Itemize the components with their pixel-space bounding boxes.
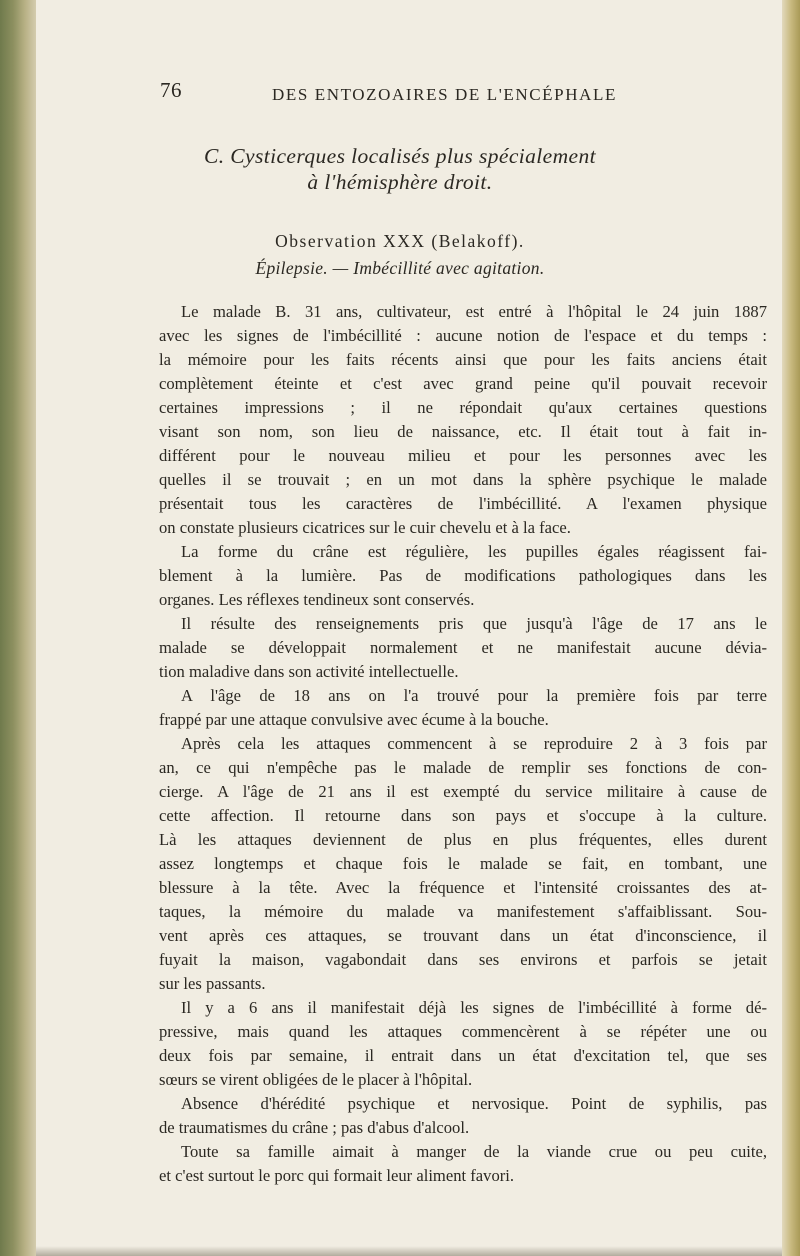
text-line: an, ce qui n'empêche pas le malade de remplir ses fonctions de con- [159, 758, 767, 777]
text-line: Toute sa famille aimait à manger de la viande crue ou peu cuite, [181, 1142, 767, 1161]
text-line: Après cela les attaques commencent à se reproduire 2 à 3 fois par [181, 734, 767, 753]
text-line: tion maladive dans son activité intellectuelle. [159, 662, 459, 681]
text-line: la mémoire pour les faits récents ainsi que pour les faits anciens était [159, 350, 767, 369]
observation-title: Observation XXX (Belakoff). [275, 231, 525, 251]
text-line: vent après ces attaques, se trouvant dans un état d'inconscience, il [159, 926, 767, 945]
text-line: cierge. A l'âge de 21 ans il est exempté du service militaire à cause de [159, 782, 767, 801]
section-title-line-2: à l'hémisphère droit. [307, 170, 493, 194]
observation-subtitle: Épilepsie. — Imbécillité avec agitation. [255, 258, 545, 278]
section-title-line-1: C. Cysticerques localisés plus spécialement [204, 144, 596, 168]
text-line: visant son nom, son lieu de naissance, etc. Il était tout à fait in- [159, 422, 767, 441]
text-line: de traumatismes du crâne ; pas d'abus d'alcool. [159, 1118, 470, 1137]
text-line: A l'âge de 18 ans on l'a trouvé pour la première fois par terre [181, 686, 767, 705]
text-line: différent pour le nouveau milieu et pour les personnes avec les [159, 446, 767, 465]
page-number: 76 [160, 78, 182, 102]
text-line: assez longtemps et chaque fois le malade se fait, en tombant, une [159, 854, 767, 873]
text-line: présentait tous les caractères de l'imbécillité. A l'examen physique [159, 494, 767, 513]
page-bottom-shadow [36, 1246, 782, 1256]
text-line: malade se développait normalement et ne manifestait aucune dévia- [159, 638, 767, 657]
text-line: on constate plusieurs cicatrices sur le cuir chevelu et à la face. [159, 518, 571, 537]
text-line: Il y a 6 ans il manifestait déjà les signes de l'imbécillité à forme dé- [181, 998, 767, 1017]
text-line: blessure à la tête. Avec la fréquence et l'intensité croissantes des at- [159, 878, 767, 897]
running-title: DES ENTOZOAIRES DE L'ENCÉPHALE [272, 85, 617, 104]
text-line: frappé par une attaque convulsive avec écume à la bouche. [159, 710, 549, 729]
text-line: certaines impressions ; il ne répondait qu'aux certaines questions [159, 398, 767, 417]
text-line: Il résulte des renseignements pris que jusqu'à l'âge de 17 ans le [181, 614, 767, 633]
text-line: blement à la lumière. Pas de modifications pathologiques dans les [159, 566, 767, 585]
text-line: Là les attaques deviennent de plus en plus fréquentes, elles durent [159, 830, 767, 849]
text-line: avec les signes de l'imbécillité : aucune notion de l'espace et du temps : [159, 326, 767, 345]
text-line: Le malade B. 31 ans, cultivateur, est entré à l'hôpital le 24 juin 1887 [181, 302, 767, 321]
text-line: organes. Les réflexes tendineux sont conservés. [159, 590, 475, 609]
text-line: La forme du crâne est régulière, les pupilles égales réagissent fai- [181, 542, 767, 561]
text-line: sur les passants. [159, 974, 266, 993]
text-line: fuyait la maison, vagabondait dans ses environs et parfois se jetait [159, 950, 767, 969]
text-line: sœurs se virent obligées de le placer à l'hôpital. [159, 1070, 473, 1089]
text-line: quelles il se trouvait ; en un mot dans la sphère psychique le malade [159, 470, 767, 489]
text-line: cette affection. Il retourne dans son pays et s'occupe à la culture. [159, 806, 767, 825]
text-line: Absence d'hérédité psychique et nervosique. Point de syphilis, pas [181, 1094, 767, 1113]
text-line: complètement éteinte et c'est avec grand peine qu'il pouvait recevoir [159, 374, 767, 393]
text-line: pressive, mais quand les attaques commencèrent à se répéter une ou [159, 1022, 767, 1041]
text-line: deux fois par semaine, il entrait dans un état d'excitation tel, que ses [159, 1046, 767, 1065]
text-line: taques, la mémoire du malade va manifestement s'affaiblissant. Sou- [159, 902, 767, 921]
text-line: et c'est surtout le porc qui formait leur aliment favori. [159, 1166, 515, 1185]
